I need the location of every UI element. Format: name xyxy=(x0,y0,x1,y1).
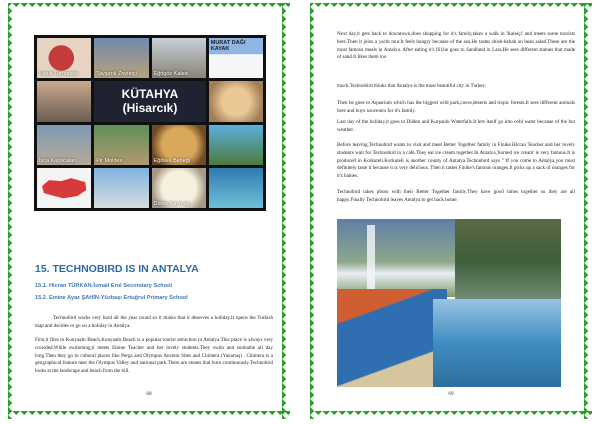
page-number: 68 xyxy=(146,391,152,397)
border-left xyxy=(8,3,16,419)
collage-tile: Pir Moldes xyxy=(94,125,148,165)
paragraph: Technobird works very hard all the year round so it thinks that it deserves a holiday.It opens the Turkish map and decides to go on a holiday in Antalya. xyxy=(35,315,273,329)
collage-tile xyxy=(209,81,263,121)
paragraph: much.Technobird thinks that Antalya is the most beautiful city in Turkey. xyxy=(337,83,486,89)
paragraph: Then he goes to Aquarium which has the biggest wild park,caves,deserts and tropic forests.It sees different animals here and buys souvenirs for it's family. xyxy=(337,100,575,114)
left-page xyxy=(8,3,290,419)
waterfall-stream xyxy=(367,225,375,295)
paragraph: Before leaving,Technobird wants to visit and meet Better Together family in Finike.Hicran Teacher and her lovely students wait for Technobird in a cafe.They eat ice cream together.In Antalya,'burned ice cream' is very famous.It is produced in Korkuteli.Korkuteli is another county of Antalya.Technobird says " If you come to Antalya,you must definitely taste it because it is very delicious. Then it tastes Finike's famous oranges.It picks up a sack of oranges for it's babies. xyxy=(337,142,575,180)
collage-tile xyxy=(94,168,148,208)
border-left xyxy=(310,3,318,419)
collage-tile: Eğiblek Bebeği xyxy=(152,125,206,165)
gorge-photo xyxy=(455,219,561,303)
collage-map-tile xyxy=(37,168,91,208)
collage-tile xyxy=(209,168,263,208)
border-right xyxy=(584,3,592,419)
collage-tile: Ilıca Kaplıcaları xyxy=(37,125,91,165)
collage-tile: Eğrigöz Kalesi xyxy=(152,38,206,78)
collage-tile: MURAT DAĞI KAYAK xyxy=(209,38,263,78)
paragraph: Last day of the holiday,it goes to Düden and Kurşunlu Waterfalls.It lets itself go into cold water because of the hot weather. xyxy=(337,119,575,133)
paragraph: Next day,it gets back to downtown,does shopping for it's family,takes a walk in 'Kaleiçi' and meets some tourists here.Then it joins a yacht tour.It feels hungry because of the sea.He tastes shish-kebab on bean salad.These are the most famous meals in Antalya. After eating it's fill,he goes to Sandland in Lara.He sees different statues that made of sand.It likes them too xyxy=(337,31,575,61)
author-line-2: 15.2. Emine Ayaz ŞAHİN-Yüzbaşı Ertuğrul Primary School xyxy=(35,295,188,301)
collage-tile xyxy=(209,125,263,165)
author-line-1: 15.1. Hicran TÜRKAN-İsmail Erol Secondary School xyxy=(35,283,173,289)
waterfall-photo xyxy=(337,219,457,297)
right-page xyxy=(310,3,592,419)
paragraph: Technobird takes photo with their Better Together family.They have good times together so they are all happy.Finally Technobird leaves Antalya to get back home. xyxy=(337,189,575,203)
antalya-photo-collage xyxy=(337,219,561,387)
collage-tile: Doruk Kaymak xyxy=(152,168,206,208)
chapter-heading: 15. TECHNOBIRD IS IN ANTALYA xyxy=(35,263,199,275)
turkey-map-icon xyxy=(37,168,91,208)
coast-photo xyxy=(433,299,561,387)
page-number: 69 xyxy=(448,391,454,397)
collage-tile: Tavşanlı Zeytinçi xyxy=(94,38,148,78)
border-bottom xyxy=(310,411,592,419)
beach-photo xyxy=(337,289,447,387)
border-top xyxy=(310,3,592,11)
collage-title-tile: KÜTAHYA (Hisarcık) xyxy=(94,81,206,121)
collage-tile xyxy=(37,81,91,121)
border-right xyxy=(282,3,290,419)
border-top xyxy=(8,3,290,11)
border-bottom xyxy=(8,411,290,419)
paragraph: First,it flies to Konyaaltı Beach.Konyaaltı Beach is a popular tourist attraction in Antalya.This place is always very crowded.While swimming,it meets Emine Teacher and her lovely students.They swim and sunbathe all day long.Then they go to cultural places like Perga and Olympus Ancient Sites and Chimera (Yanartaş) . Chimera is a geographical feature near the Olympus Valley and national park.There are stones that burn continuously.Technobird looks at the landscape and beach from the hill. xyxy=(35,337,273,375)
collage-tile: Kaşık Tarhanası xyxy=(37,38,91,78)
kutahya-collage xyxy=(34,35,266,211)
